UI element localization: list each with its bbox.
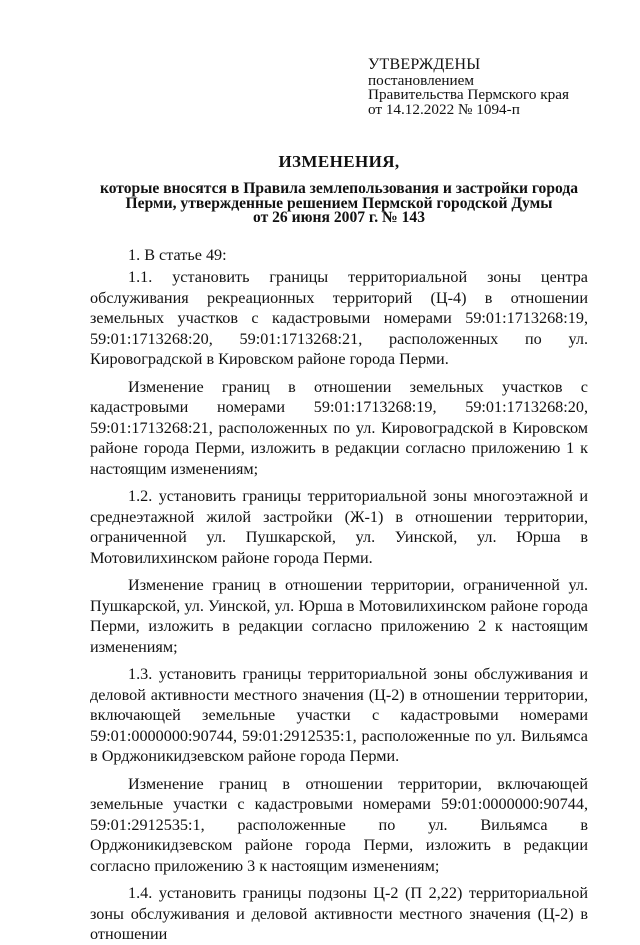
paragraph-1-2: 1.2. установить границы территориальной зоны многоэтажной и среднеэтажной жилой застройки (Ж-1) в отношении территории, ограниченной ул. Пушкарской, ул. Уинской, ул. Юрша в Мотовилихинском районе города Перми. (90, 487, 588, 567)
document-body (90, 245, 588, 945)
document-title: ИЗМЕНЕНИЯ, (278, 152, 400, 171)
paragraph-1-1-change: Изменение границ в отношении земельных участков с кадастровыми номерами 59:01:1713268:19, 59:01:1713268:20, 59:01:1713268:21, расположенных по ул. Кировоградской в Кировском районе города Перми, изложить в редакции согласно приложению 1 к настоящим изменениям; (90, 377, 588, 478)
paragraph-1-3-change: Изменение границ в отношении территории, включающей земельные участки с кадастровыми номерами 59:01:0000000:90744, 59:01:2912535:1, расположенные по ул. Вильямса в Орджоникидзевском районе города Перми, изложить в редакции согласно приложению 3 к настоящим изменениям; (90, 774, 588, 875)
subtitle-line-2: Перми, утвержденные решением Пермской городской Думы (125, 194, 553, 212)
paragraph-1-1: 1.1. установить границы территориальной зоны центра обслуживания рекреационных территорий (Ц-4) в отношении земельных участков с кадастровыми номерами 59:01:1713268:19, 59:01:1713268:20, 59:01:1713268:21, расположенных по ул. Кировоградской в Кировском районе города Перми. (90, 268, 588, 368)
paragraph-1-4: 1.4. установить границы подзоны Ц-2 (П 2,22) территориальной зоны обслуживания и деловой активности местного значения (Ц-2) в отношении (90, 884, 588, 943)
paragraph-1-2-change: Изменение границ в отношении территории, ограниченной ул. Пушкарской, ул. Уинской, ул. Юрша в Мотовилихинском районе города Перми, изложить в редакции согласно приложению 2 к настоящим изменениям; (90, 576, 588, 656)
paragraph-article: 1. В статье 49: (128, 245, 227, 264)
subtitle-line-3: от 26 июня 2007 г. № 143 (252, 209, 426, 226)
approval-line-1: постановлением (368, 71, 475, 89)
approval-line-2: Правительства Пермского края (368, 86, 569, 103)
approval-line-3: от 14.12.2022 № 1094-п (368, 100, 520, 118)
paragraph-1-3: 1.3. установить границы территориальной зоны обслуживания и деловой активности местного значения (Ц-2) в отношении территории, включающей земельные участки с кадастровыми номерами 59:01:0000000:90744, 59:01:2912535:1, расположенные по ул. Вильямса в Орджоникидзевском районе города Перми. (90, 665, 588, 765)
document-subtitle (90, 182, 588, 226)
approval-title: УТВЕРЖДЕНЫ (368, 56, 481, 73)
subtitle-line-1: которые вносятся в Правила землепользования и застройки города (99, 180, 579, 197)
approval-block (368, 58, 588, 117)
